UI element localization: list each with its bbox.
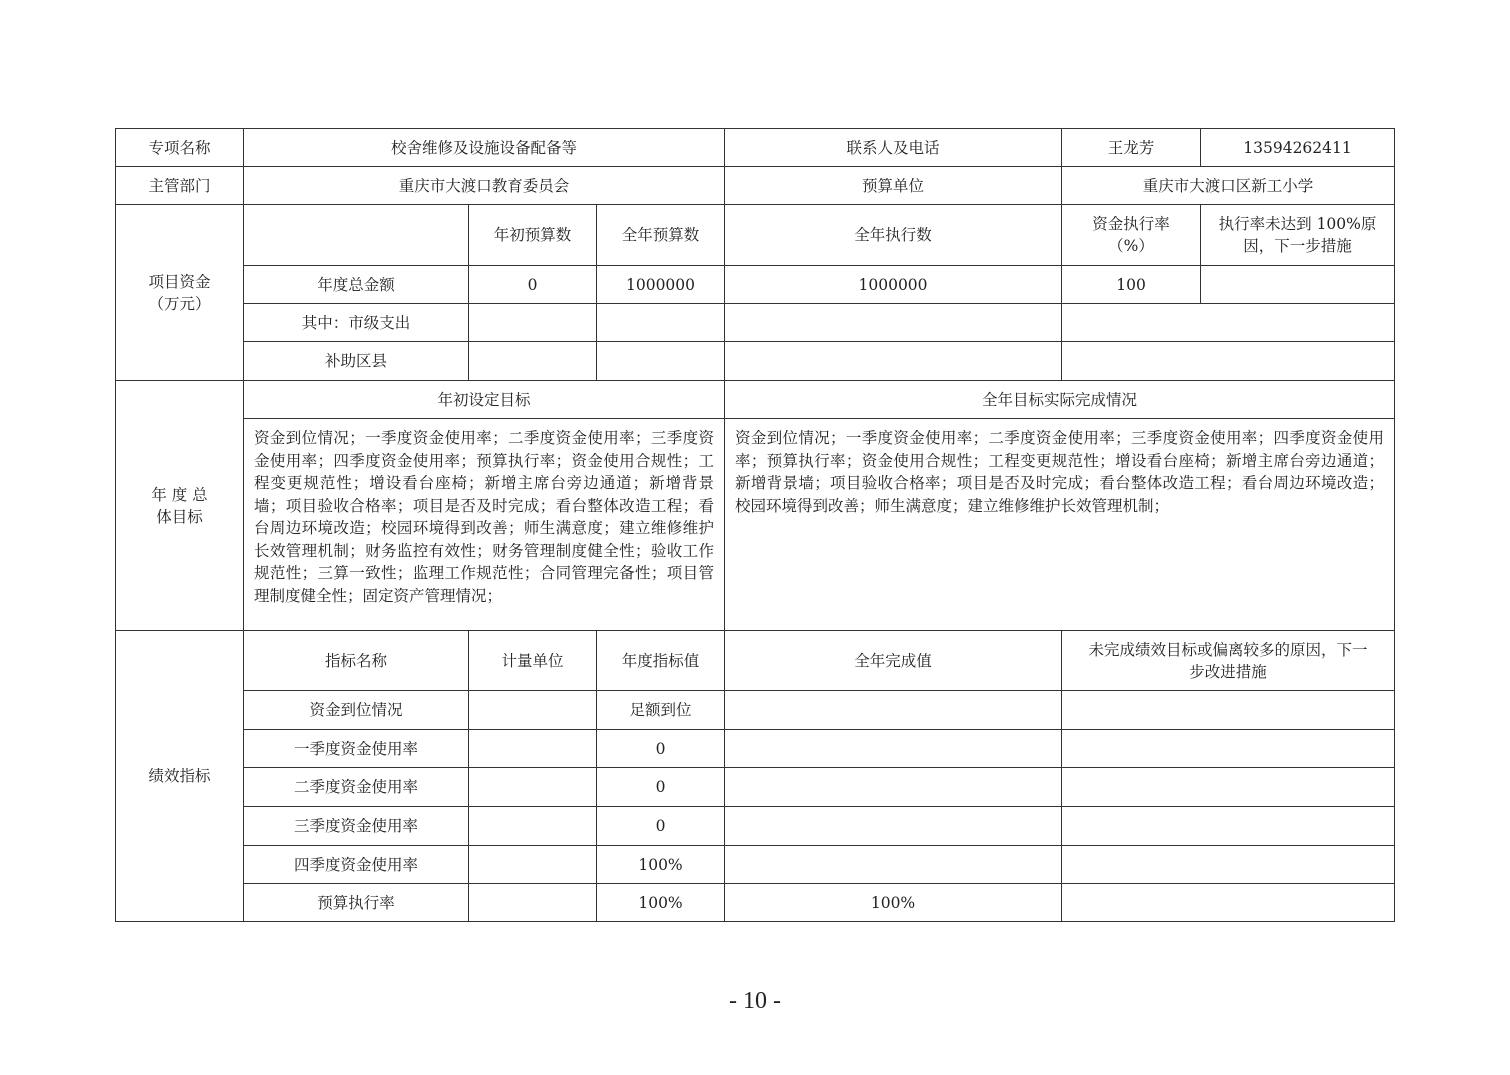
empty-cell	[1062, 846, 1395, 884]
empty-cell	[1062, 730, 1395, 768]
empty-cell	[1062, 807, 1395, 846]
label-cell: 预算单位	[725, 167, 1062, 205]
col-header: 全年预算数	[597, 205, 725, 266]
table-row	[116, 304, 1395, 342]
col-header: 全年目标实际完成情况	[725, 381, 1395, 419]
table-row	[116, 730, 1395, 768]
dept: 重庆市大渡口教育委员会	[244, 167, 725, 205]
contact-name: 王龙芳	[1062, 129, 1201, 167]
goals-label-text: 年 度 总体目标	[151, 485, 208, 526]
indicator-unit	[469, 730, 597, 768]
table-row	[116, 846, 1395, 884]
indicator-unit	[469, 807, 597, 846]
indicator-target: 100%	[597, 846, 725, 884]
col-header: 年初预算数	[469, 205, 597, 266]
indicator-target: 100%	[597, 884, 725, 922]
funds-label	[116, 205, 244, 381]
table-row	[116, 266, 1395, 304]
table-row	[116, 419, 1395, 631]
performance-table	[115, 128, 1395, 922]
empty-cell	[1062, 884, 1395, 922]
col-header: 全年执行数	[725, 205, 1062, 266]
table-row	[116, 807, 1395, 846]
col-header: 年度指标值	[597, 631, 725, 691]
goals-label	[116, 381, 244, 631]
table-row	[116, 205, 1395, 266]
project-name: 校舍维修及设施设备配备等	[244, 129, 725, 167]
table-row	[116, 691, 1395, 730]
indicator-actual: 100%	[725, 884, 1062, 922]
value-cell: 100	[1062, 266, 1201, 304]
indicator-unit	[469, 846, 597, 884]
indicator-target: 足额到位	[597, 691, 725, 730]
empty-cell	[1062, 342, 1395, 381]
budget-unit: 重庆市大渡口区新工小学	[1062, 167, 1395, 205]
table-row	[116, 631, 1395, 691]
row-label: 补助区县	[244, 342, 469, 381]
col-header: 执行率未达到 100%原因，下一步措施	[1201, 205, 1395, 266]
label-cell: 主管部门	[116, 167, 244, 205]
empty-cell	[597, 342, 725, 381]
empty-cell	[244, 205, 469, 266]
indicator-name: 二季度资金使用率	[244, 768, 469, 807]
indicator-unit	[469, 884, 597, 922]
rate-header-text: 资金执行率（%）	[1092, 215, 1170, 255]
value-cell: 0	[469, 266, 597, 304]
col-header: 指标名称	[244, 631, 469, 691]
col-header: 计量单位	[469, 631, 597, 691]
page-number: - 10 -	[729, 988, 781, 1014]
empty-cell	[725, 342, 1062, 381]
col-header	[1062, 205, 1201, 266]
empty-cell	[1062, 768, 1395, 807]
table-row	[116, 381, 1395, 419]
indicator-unit	[469, 768, 597, 807]
funds-label-text: 项目资金（万元）	[148, 272, 211, 313]
col-header	[1062, 631, 1395, 691]
indicator-target: 0	[597, 768, 725, 807]
indicators-label: 绩效指标	[116, 631, 244, 922]
table-row	[116, 129, 1395, 167]
indicator-name: 四季度资金使用率	[244, 846, 469, 884]
table-row	[116, 768, 1395, 807]
col-header: 全年完成值	[725, 631, 1062, 691]
empty-cell	[469, 342, 597, 381]
indicator-actual	[725, 691, 1062, 730]
reason-header-text: 未完成绩效目标或偏离较多的原因，下一步改进措施	[1088, 640, 1368, 681]
indicator-name: 资金到位情况	[244, 691, 469, 730]
table-row	[116, 884, 1395, 922]
empty-cell	[469, 304, 597, 342]
contact-phone: 13594262411	[1201, 129, 1395, 167]
empty-cell	[1201, 266, 1395, 304]
empty-cell	[1062, 304, 1395, 342]
empty-cell	[597, 304, 725, 342]
indicator-unit	[469, 691, 597, 730]
row-label: 其中：市级支出	[244, 304, 469, 342]
table-row	[116, 167, 1395, 205]
empty-cell	[725, 304, 1062, 342]
indicator-target: 0	[597, 730, 725, 768]
table-row	[116, 342, 1395, 381]
indicator-actual	[725, 768, 1062, 807]
indicator-actual	[725, 846, 1062, 884]
label-cell: 联系人及电话	[725, 129, 1062, 167]
initial-goals-text: 资金到位情况；一季度资金使用率；二季度资金使用率；三季度资金使用率；四季度资金使用率；预算执行率；资金使用合规性；工程变更规范性；增设看台座椅；新增主席台旁边通道；新增背景墙；项目验收合格率；项目是否及时完成；看台整体改造工程；看台周边环境改造；校园环境得到改善；师生满意度；建立维修维护长效管理机制；财务监控有效性；财务管理制度健全性；验收工作规范性；三算一致性；监理工作规范性；合同管理完备性；项目管理制度健全性；固定资产管理情况；	[244, 419, 725, 631]
indicator-name: 预算执行率	[244, 884, 469, 922]
indicator-target: 0	[597, 807, 725, 846]
col-header: 年初设定目标	[244, 381, 725, 419]
actual-goals-text: 资金到位情况；一季度资金使用率；二季度资金使用率；三季度资金使用率；四季度资金使用率；预算执行率；资金使用合规性；工程变更规范性；增设看台座椅；新增主席台旁边通道；新增背景墙；项目验收合格率；项目是否及时完成；看台整体改造工程；看台周边环境改造；校园环境得到改善；师生满意度；建立维修维护长效管理机制；	[725, 419, 1395, 631]
indicator-actual	[725, 807, 1062, 846]
empty-cell	[1062, 691, 1395, 730]
value-cell: 1000000	[597, 266, 725, 304]
value-cell: 1000000	[725, 266, 1062, 304]
indicator-actual	[725, 730, 1062, 768]
indicator-name: 三季度资金使用率	[244, 807, 469, 846]
indicator-name: 一季度资金使用率	[244, 730, 469, 768]
row-label: 年度总金额	[244, 266, 469, 304]
label-cell: 专项名称	[116, 129, 244, 167]
